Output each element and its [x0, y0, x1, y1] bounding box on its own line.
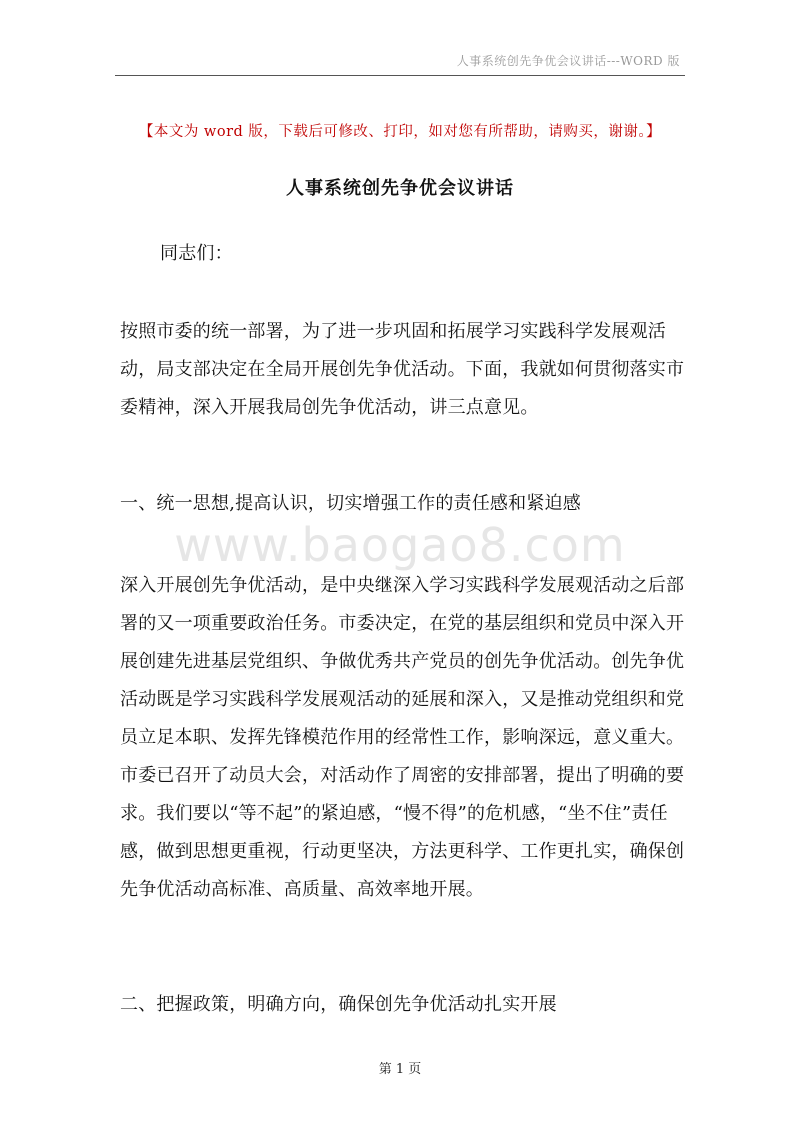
section-heading-1: 一、统一思想,提高认识，切实增强工作的责任感和紧迫感	[120, 493, 581, 514]
paragraph-intro: 按照市委的统一部署，为了进一步巩固和拓展学习实践科学发展观活动，局支部决定在全局开展创先争优活动。下面，我就如何贯彻落实市委精神，深入开展我局创先争优活动，讲三点意见。	[120, 321, 685, 418]
salutation: 同志们：	[160, 243, 233, 264]
page-number: 第 1 页	[378, 1062, 422, 1077]
header-divider	[115, 75, 685, 76]
document-title: 人事系统创先争优会议讲话	[286, 178, 514, 199]
download-notice: 【本文为 word 版，下载后可修改、打印，如对您有所帮助，请购买，谢谢。】	[138, 124, 662, 140]
paragraph-section-1: 深入开展创先争优活动，是中央继深入学习实践科学发展观活动之后部署的又一项重要政治任务。市委决定，在党的基层组织和党员中深入开展创建先进基层党组织、争做优秀共产党员的创先争优活动。创先争优活动既是学习实践科学发展观活动的延展和深入，又是推动党组织和党员立足本职、发挥先锋模范作用的经常性工作，影响深远，意义重大。市委已召开了动员大会，对活动作了周密的安排部署，提出了明确的要求。我们要以“等不起”的紧迫感，“慢不得”的危机感，“坐不住”责任感，做到思想更重视，行动更坚决，方法更科学、工作更扎实，确保创先争优活动高标准、高质量、高效率地开展。	[120, 575, 685, 900]
running-header: 人事系统创先争优会议讲话---WORD 版	[456, 54, 680, 68]
watermark: www.baogao8.com	[174, 518, 626, 572]
section-heading-2: 二、把握政策，明确方向，确保创先争优活动扎实开展	[120, 994, 557, 1015]
